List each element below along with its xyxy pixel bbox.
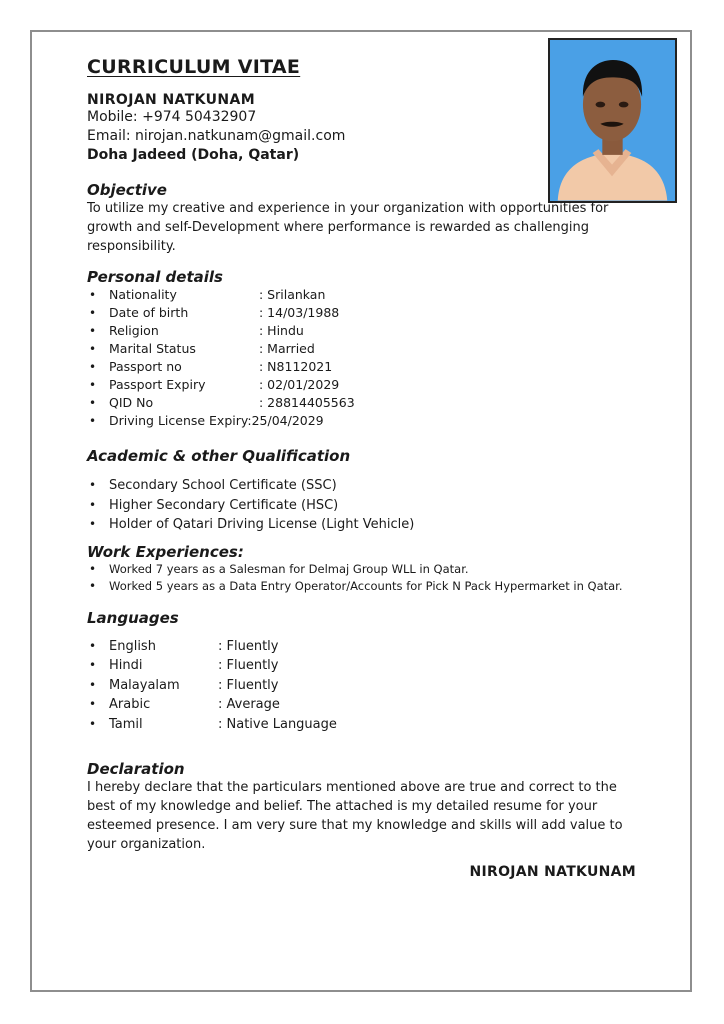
list-item: • Worked 5 years as a Data Entry Operator/Accounts for Pick N Pack Hypermarket in Qatar. — [87, 578, 642, 595]
personal-details-heading: Personal details — [87, 268, 223, 286]
languages-list — [87, 637, 642, 735]
list-item — [87, 412, 642, 430]
academic-list — [87, 476, 642, 535]
work-experience-section — [87, 543, 642, 595]
language-level: : Fluently — [218, 677, 279, 693]
academic-section — [87, 447, 642, 535]
objective-heading: Objective — [87, 181, 167, 199]
objective-section — [87, 181, 642, 256]
personal-details-list — [87, 286, 642, 430]
declaration-section — [87, 760, 642, 880]
mobile-number: Mobile: +974 50432907 — [87, 109, 257, 125]
list-item — [87, 637, 642, 657]
list-item — [87, 676, 642, 696]
work-experience-list — [87, 561, 642, 595]
detail-label: Driving License Expiry: — [109, 413, 252, 428]
declaration-heading: Declaration — [87, 760, 185, 778]
language-name: English — [109, 638, 156, 654]
language-name: Malayalam — [109, 677, 180, 693]
language-level: : Fluently — [218, 658, 279, 673]
detail-label: Passport no — [109, 359, 182, 374]
list-item — [87, 715, 642, 735]
languages-section — [87, 609, 642, 735]
detail-label: QID No — [109, 395, 154, 410]
academic-heading: Academic & other Qualification — [87, 447, 351, 465]
address: Doha Jadeed (Doha, Qatar) — [87, 147, 300, 163]
cv-title: CURRICULUM VITAE — [87, 56, 301, 78]
language-name: Hindi — [109, 658, 143, 673]
email-address: Email: nirojan.natkunam@gmail.com — [87, 128, 346, 144]
detail-value: : Srilankan — [259, 287, 326, 302]
declaration-text: I hereby declare that the particulars mentioned above are true and correct to the best of my knowledge and belief. The attached is my detailed resume for your esteemed presence. I am very sure that my knowledge and skills will add value to your organization. — [87, 780, 623, 852]
language-name: Arabic — [109, 697, 151, 712]
list-item — [87, 376, 642, 394]
list-item: • Higher Secondary Certificate (HSC) — [87, 496, 642, 516]
work-experience-heading: Work Experiences: — [87, 542, 244, 561]
personal-details-section — [87, 268, 642, 430]
list-item — [87, 340, 642, 358]
list-item: • Holder of Qatari Driving License (Light Vehicle) — [87, 515, 642, 535]
languages-heading: Languages — [87, 608, 179, 627]
language-name: Tamil — [109, 716, 143, 732]
detail-label: Passport Expiry — [109, 377, 206, 392]
list-item — [87, 358, 642, 376]
detail-label: Marital Status — [109, 341, 196, 356]
detail-value: : Hindu — [259, 323, 304, 338]
detail-value: : 28814405563 — [259, 395, 355, 410]
list-item: • Worked 7 years as a Salesman for Delmaj Group WLL in Qatar. — [87, 561, 642, 578]
list-item — [87, 656, 642, 676]
signature-name: NIROJAN NATKUNAM — [469, 864, 636, 880]
detail-label: Date of birth — [109, 305, 189, 320]
cv-content — [87, 56, 642, 880]
language-level: : Native Language — [218, 716, 337, 732]
list-item — [87, 322, 642, 340]
list-item — [87, 695, 642, 715]
detail-value: : N8112021 — [259, 359, 333, 374]
list-item: • Secondary School Certificate (SSC) — [87, 476, 642, 496]
objective-text: To utilize my creative and experience in your organization with opportunities for growth and self-Development where performance is rewarded as challenging responsibility. — [87, 201, 609, 254]
language-level: : Average — [218, 697, 280, 712]
list-item — [87, 286, 642, 304]
list-item — [87, 304, 642, 322]
detail-value: 25/04/2029 — [251, 413, 324, 428]
detail-value: : 14/03/1988 — [259, 305, 340, 320]
detail-label: Nationality — [109, 287, 177, 302]
list-item — [87, 394, 642, 412]
detail-value: : Married — [259, 341, 315, 356]
language-level: : Fluently — [218, 638, 279, 654]
detail-label: Religion — [109, 323, 159, 338]
detail-value: : 02/01/2029 — [259, 377, 340, 392]
candidate-name: NIROJAN NATKUNAM — [87, 92, 256, 108]
